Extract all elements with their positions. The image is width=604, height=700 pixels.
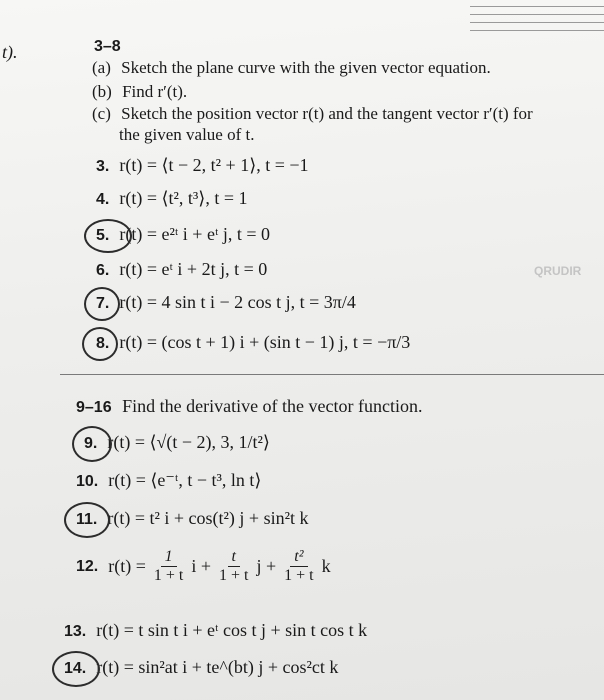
part-c-text: Sketch the position vector r(t) and the tangent vector r′(t) for (121, 104, 533, 123)
part-a-label: (a) (92, 58, 111, 77)
part-c-continued (119, 125, 255, 145)
watermark: QRUDIR (534, 264, 582, 278)
exercise-11-number: 11. (76, 511, 98, 528)
exercise-3-number: 3. (96, 158, 110, 175)
margin-mark: t). (2, 42, 18, 62)
exercise-10 (76, 470, 261, 491)
section2-instruction: Find the derivative of the vector function. (122, 396, 423, 416)
part-c-continued-text: the given value of t. (119, 125, 255, 144)
exercise-9-circle (72, 426, 112, 462)
exercise-7-expr: r(t) = 4 sin t i − 2 cos t j, t = 3π/4 (119, 292, 356, 312)
part-b-label: (b) (92, 82, 112, 101)
exercise-13 (64, 620, 367, 641)
exercise-8 (96, 332, 410, 353)
exercise-9-expr: r(t) = ⟨√(t − 2), 3, 1/t²⟩ (107, 432, 270, 452)
fraction-2-numerator: t (228, 548, 240, 567)
exercise-3 (96, 155, 309, 176)
exercise-12-term-2: j + (256, 556, 277, 576)
exercise-11 (76, 508, 308, 529)
section-divider (60, 374, 604, 375)
exercise-6-expr: r(t) = eᵗ i + 2t j, t = 0 (119, 259, 268, 279)
fraction-3-denominator: 1 + t (284, 567, 314, 584)
exercise-11-circle (64, 502, 110, 538)
section1-range: 3–8 (94, 38, 121, 55)
exercise-12-fraction-2 (215, 548, 252, 585)
exercise-6-number: 6. (96, 262, 110, 279)
exercise-14-expr: r(t) = sin²at i + te^(bt) j + cos²ct k (96, 657, 339, 677)
exercise-12-term-3: k (321, 556, 331, 576)
fraction-2-denominator: 1 + t (219, 567, 249, 584)
fraction-1-denominator: 1 + t (153, 567, 184, 584)
exercise-14-number: 14. (64, 660, 87, 677)
part-b (92, 82, 187, 102)
exercise-12-number: 12. (76, 557, 99, 575)
exercise-4-expr: r(t) = ⟨t², t³⟩, t = 1 (119, 188, 248, 208)
section2-range: 9–16 (76, 399, 112, 416)
exercise-12-fraction-1 (150, 548, 187, 585)
top-rule-4 (470, 30, 604, 31)
part-a (92, 58, 491, 78)
exercise-14 (64, 657, 338, 678)
exercise-12-lhs: r(t) = (108, 556, 146, 576)
exercise-5-expr: r(t) = e²ᵗ i + eᵗ j, t = 0 (119, 224, 271, 244)
exercise-13-number: 13. (64, 623, 87, 640)
exercise-5-number: 5. (96, 227, 110, 244)
top-rule-3 (470, 22, 604, 23)
top-rule-1 (470, 6, 604, 7)
top-rule-2 (470, 14, 604, 15)
part-c-label: (c) (92, 104, 111, 123)
exercise-14-circle (52, 651, 100, 687)
exercise-10-number: 10. (76, 473, 99, 490)
fraction-3-numerator: t² (290, 548, 307, 567)
exercise-8-circle (82, 327, 118, 361)
exercise-3-expr: r(t) = ⟨t − 2, t² + 1⟩, t = −1 (119, 155, 309, 175)
exercise-5-circle (84, 219, 132, 253)
section2-heading (76, 396, 423, 417)
exercise-11-expr: r(t) = t² i + cos(t²) j + sin²t k (107, 508, 309, 528)
exercise-8-expr: r(t) = (cos t + 1) i + (sin t − 1) j, t = −π/3 (119, 332, 411, 352)
part-a-text: Sketch the plane curve with the given vector equation. (121, 58, 491, 77)
part-c (92, 104, 533, 124)
exercise-8-number: 8. (96, 335, 110, 352)
exercise-9-number: 9. (84, 435, 98, 452)
exercise-7-circle (84, 287, 120, 321)
fraction-1-numerator: 1 (161, 548, 177, 567)
exercise-12 (76, 548, 331, 585)
exercise-13-expr: r(t) = t sin t i + eᵗ cos t j + sin t cos t k (96, 620, 368, 640)
part-b-text: Find r′(t). (122, 82, 188, 101)
exercise-12-term-1: i + (191, 556, 212, 576)
exercise-4-number: 4. (96, 191, 110, 208)
exercise-7-number: 7. (96, 295, 110, 312)
exercise-7 (96, 292, 356, 313)
exercise-10-expr: r(t) = ⟨e⁻ᵗ, t − t³, ln t⟩ (108, 470, 262, 490)
exercise-12-fraction-3 (280, 548, 317, 585)
exercise-4 (96, 188, 247, 209)
exercise-6 (96, 259, 267, 280)
